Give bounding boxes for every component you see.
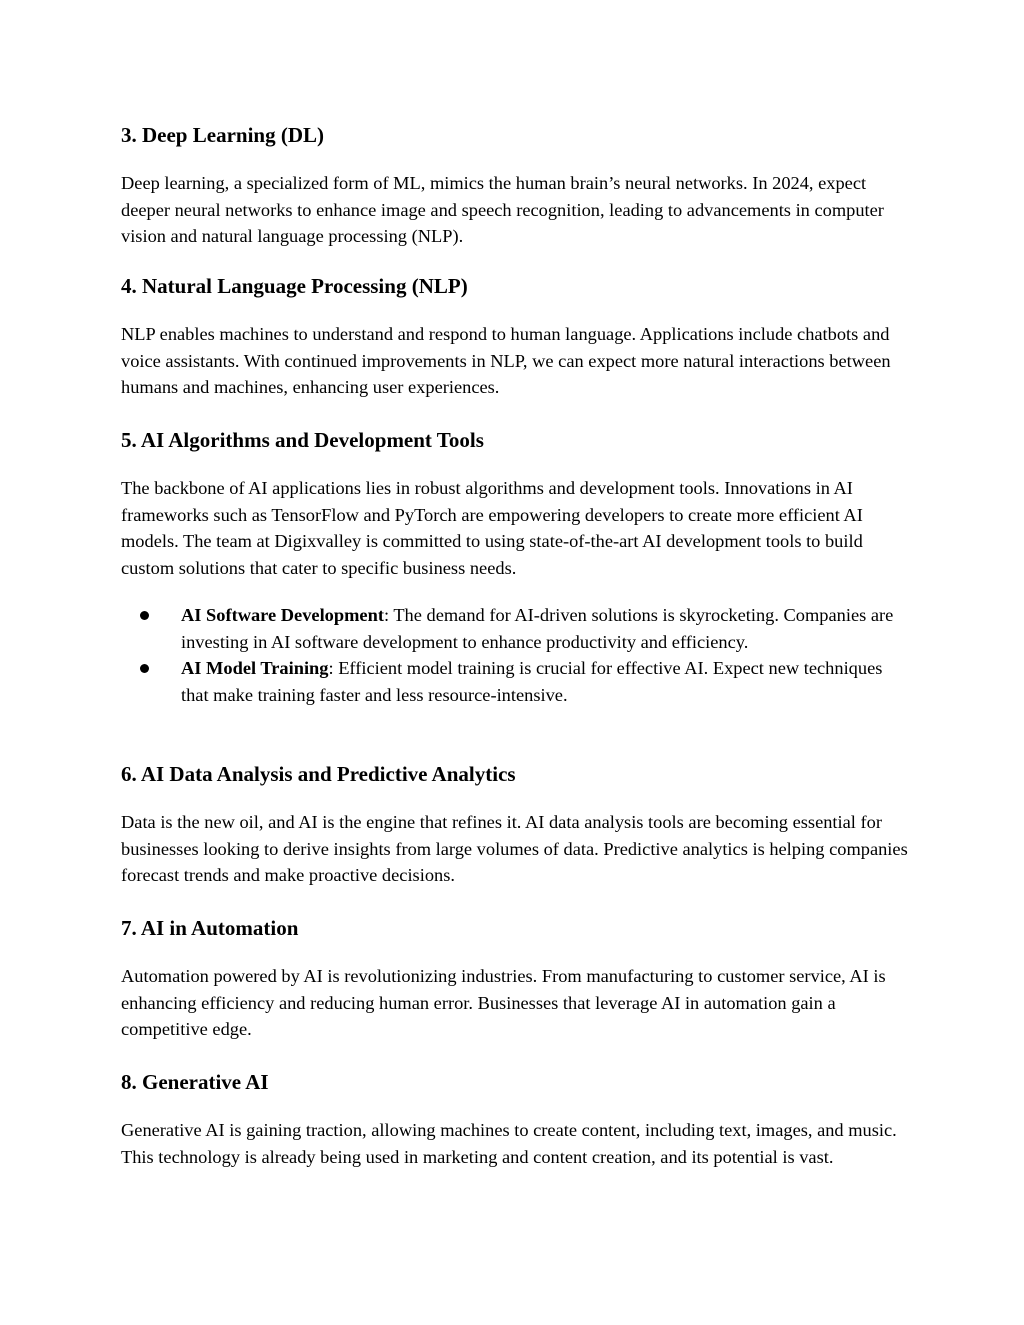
section-heading: 6. AI Data Analysis and Predictive Analytics (121, 762, 516, 786)
section-paragraph: Data is the new oil, and AI is the engine that refines it. AI data analysis tools are becoming essential for businesses looking to derive insights from large volumes of data. Predictive analytics is helping companies forecast trends and make proactive decisions. (121, 812, 908, 885)
section-automation (121, 914, 911, 1043)
section-paragraph: NLP enables machines to understand and respond to human language. Applications include chatbots and voice assistants. With continued improvements in NLP, we can expect more natural interactions between humans and machines, enhancing user experiences. (121, 324, 891, 397)
section-heading: 8. Generative AI (121, 1070, 269, 1094)
section-paragraph: Generative AI is gaining traction, allowing machines to create content, including text, images, and music. This technology is already being used in marketing and content creation, and its potential is vast. (121, 1120, 897, 1167)
section-paragraph: Automation powered by AI is revolutionizing industries. From manufacturing to customer service, AI is enhancing efficiency and reducing human error. Businesses that leverage AI in automation gain a competitive edge. (121, 966, 886, 1039)
bullet-list (121, 602, 911, 708)
list-item-text: : The demand for AI-driven solutions is skyrocketing. Companies are investing in AI software development to enhance productivity and efficiency. (181, 605, 894, 652)
section-nlp (121, 272, 911, 401)
list-item (121, 655, 911, 708)
list-item (121, 602, 911, 655)
section-heading: 7. AI in Automation (121, 916, 299, 940)
section-ai-algorithms (121, 426, 911, 581)
list-item-term: AI Software Development (181, 605, 384, 625)
section-heading: 3. Deep Learning (DL) (121, 123, 324, 147)
section-paragraph: The backbone of AI applications lies in robust algorithms and development tools. Innovations in AI frameworks such as TensorFlow and PyTorch are empowering developers to create more efficient AI models. The team at Digixvalley is committed to using state-of-the-art AI development tools to build custom solutions that cater to specific business needs. (121, 478, 863, 578)
section-heading: 5. AI Algorithms and Development Tools (121, 428, 484, 452)
section-deep-learning (121, 121, 911, 250)
section-heading: 4. Natural Language Processing (NLP) (121, 274, 468, 298)
list-item-term: AI Model Training (181, 658, 329, 678)
section-paragraph: Deep learning, a specialized form of ML, mimics the human brain’s neural networks. In 2024, expect deeper neural networks to enhance image and speech recognition, leading to advancements in computer vision and natural language processing (NLP). (121, 173, 884, 246)
list-item-text: : Efficient model training is crucial for effective AI. Expect new techniques that make training faster and less resource-intensive. (181, 658, 883, 705)
section-data-analysis (121, 760, 911, 889)
section-generative-ai (121, 1068, 911, 1170)
